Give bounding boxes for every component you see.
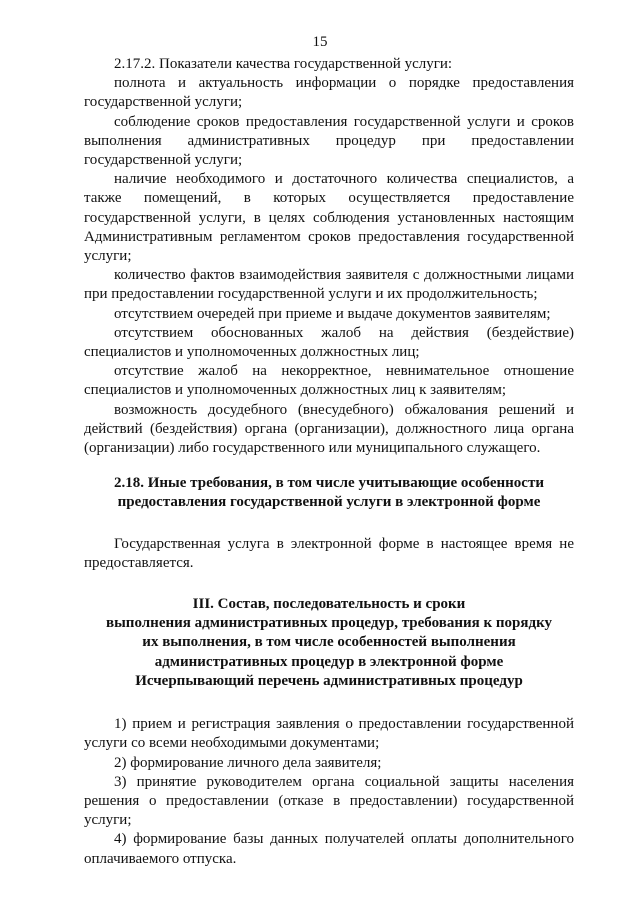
heading-line: III. Состав, последовательность и сроки [192, 596, 466, 613]
paragraph: соблюдение сроков предоставления государственной услуги и сроков выполнения административных процедур при предоставлении государственной услуги; [84, 113, 574, 169]
list-item: 4) формирование базы данных получателей оплаты дополнительного оплачиваемого отпуска. [84, 831, 574, 867]
page-content [84, 55, 574, 869]
section-heading-2-18 [84, 474, 574, 512]
list-item: 1) прием и регистрация заявления о предоставлении государственной услуги со всеми необходимыми документами; [84, 716, 574, 752]
paragraph: отсутствием очередей при приеме и выдаче документов заявителям; [114, 305, 551, 322]
procedures-list [84, 715, 574, 869]
heading-line: 2.18. Иные требования, в том числе учитывающие особенности [114, 475, 544, 492]
paragraph: отсутствие жалоб на некорректное, невнимательное отношение специалистов и уполномоченных должностных лиц к заявителям; [84, 363, 574, 399]
list-item: 3) принятие руководителем органа социальной защиты населения решения о предоставлении (отказе в предоставлении) государственной услуги; [84, 773, 574, 829]
quality-indicators-section [84, 55, 574, 458]
paragraph: Государственная услуга в электронной форме в настоящее время не предоставляется. [84, 535, 574, 571]
heading-line: Исчерпывающий перечень административных процедур [135, 672, 523, 689]
heading-line: выполнения административных процедур, требования к порядку [106, 615, 552, 632]
paragraph: возможность досудебного (внесудебного) обжалования решений и действий (бездействия) органа (организации), должностного лица органа (организации) либо государственного или муниципального служащего. [84, 401, 574, 457]
list-item: 2) формирование личного дела заявителя; [114, 754, 382, 771]
paragraph: 2.17.2. Показатели качества государственной услуги: [114, 56, 453, 72]
paragraph: количество фактов взаимодействия заявителя с должностными лицами при предоставлении государственной услуги и их продолжительность; [84, 267, 574, 303]
heading-line: административных процедур в электронной форме [154, 653, 504, 670]
heading-line: их выполнения, в том числе особенностей выполнения [142, 634, 516, 651]
paragraph: полнота и актуальность информации о порядке предоставления государственной услуги; [84, 75, 574, 111]
paragraph: наличие необходимого и достаточного количества специалистов, а также помещений, в которых осуществляется предоставление государственной услуги, в целях соблюдения установленных настоящим Административным регламентом сроков предоставления государственной услуги; [84, 171, 574, 265]
page-number: 15 [312, 34, 328, 50]
paragraph: отсутствием обоснованных жалоб на действия (бездействие) специалистов и уполномоченных должностных лиц; [84, 324, 574, 361]
section-heading-3 [84, 595, 574, 691]
heading-line: предоставления государственной услуги в электронной форме [117, 494, 541, 511]
